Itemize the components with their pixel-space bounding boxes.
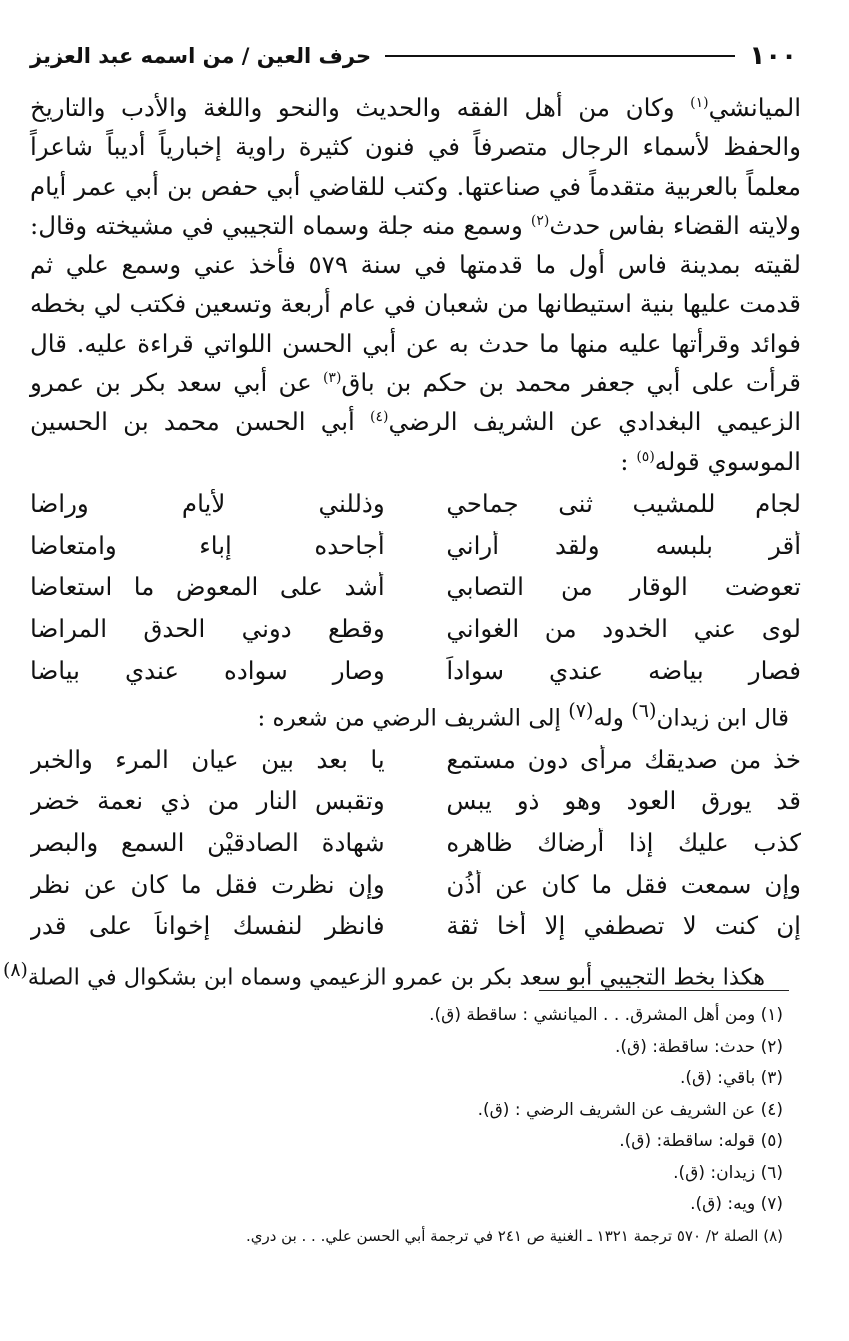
verse-second-hemistich: وتقبس النار من ذي نعمة خضر [30, 786, 385, 816]
footnote-separator [539, 990, 789, 991]
footnote-ref: (٦) [631, 698, 657, 722]
intro-text: إلى الشريف الرضي من شعره : [257, 705, 569, 732]
verse-first-hemistich: فصار بياضه عندي سواداً [446, 655, 801, 685]
footnote-ref: (٥) [636, 448, 655, 465]
verse-row [30, 863, 801, 905]
verse-second-hemistich: وذللني لأيام وراضا [30, 489, 385, 519]
footnote-ref: (٤) [370, 409, 389, 426]
footnote: (٢) حدث: ساقطة: (ق). [615, 1036, 783, 1057]
footnote-ref: (٨) [3, 959, 28, 981]
running-header [30, 38, 797, 74]
verse-first-hemistich: قد يورق العود وهو ذو يبس [446, 786, 801, 816]
verse-first-hemistich: لجام للمشيب ثنى جماحي [446, 489, 801, 519]
footnote: (٣) باقي: (ق). [679, 1068, 783, 1088]
verse-first-hemistich: لوى عني الخدود من الغواني [446, 614, 801, 644]
footnote-ref: (٣) [322, 369, 342, 386]
verse-first-hemistich: وإن سمعت فقل ما كان عن أذُن [446, 869, 801, 899]
verse-row [30, 525, 801, 567]
footnote-ref: (٢) [530, 212, 550, 229]
intro-text: قال ابن زيدان [656, 705, 789, 732]
footnote: (٥) قوله: ساقطة: (ق). [619, 1131, 783, 1151]
verse-second-hemistich: يا بعد بين عيان المرء والخبر [30, 744, 385, 774]
verse-row [30, 905, 801, 947]
paragraph-text: : [620, 446, 637, 476]
paragraph-text: وسمع منه جلة وسماه التجيبي في مشيخته وقال: لقيته بمدينة فاس أول ما قدمتها في سنة ٥٧٩ فأخذ عني وسمع علي ثم قدمت عليها بنية استيطانها من شعبان في عام أربعة وتسعين فكتب لي بخطه فوائد وقرأتها عليه منها ما حدث به عن أبي الحسن اللواتي قراءة عليه. قال قرأت على أبي جعفر محمد بن حكم بن باق [30, 210, 802, 398]
verse-row [30, 566, 801, 608]
verse-row [30, 483, 801, 525]
footnote-ref: (٧) [568, 698, 594, 722]
footnotes [40, 1000, 783, 1252]
header-rule [385, 55, 735, 57]
verse-first-hemistich: كذب عليك إذا أرضاك ظاهره [446, 828, 801, 858]
footnote-ref: (١) [690, 94, 709, 111]
verse-first-hemistich: تعوضت الوقار من التصابي [446, 572, 801, 602]
paragraph-text: الميانشي [708, 93, 801, 122]
verse-row [30, 649, 801, 691]
intro-text: وله [593, 705, 632, 732]
paragraph-text: أبي الحسن محمد بن الحسين الموسوي قوله [30, 407, 801, 476]
poem-1 [30, 483, 801, 691]
footnote: (٤) عن الشريف عن الشريف الرضي : (ق). [477, 1099, 783, 1120]
verse-first-hemistich: أقر بلبسه ولقد أراني [446, 530, 801, 560]
footnote: (٧) ويه: (ق). [690, 1194, 783, 1214]
verse-second-hemistich: شهادة الصادقيْن السمع والبصر [30, 828, 385, 858]
verse-row [30, 780, 801, 822]
verse-second-hemistich: وقطع دوني الحدق المراضا [30, 614, 385, 644]
closing-text: هكذا بخط التجيبي أبو سعد بكر بن عمرو الزعيمي وسماه ابن بشكوال في الصلة [27, 964, 765, 991]
verse-row [30, 608, 801, 650]
footnote: (١) ومن أهل المشرق. . . الميانشي : ساقطة (ق). [429, 1005, 783, 1025]
page-body [3, 88, 802, 995]
verse-second-hemistich: فانظر لنفسك إخواناً على قدر [30, 911, 385, 941]
paragraph-text: وكان من أهل الفقه والحديث والنحو واللغة والأدب والتاريخ والحفظ لأسماء الرجال متصرفاً في فنون كثيرة راوية إخبارياً أديباً شاعراً معلماً بالعربية متقدماً في صناعتها. وكتب للقاضي أبي حفص بن أبي عمر أيام ولايته القضاء بفاس حدث [30, 93, 801, 240]
paragraph-text: عن أبي سعد بكر بن عمرو الزعيمي البغدادي عن الشريف الرضي [30, 368, 802, 437]
verse-second-hemistich: أشد على المعوض ما استعاضا [30, 572, 385, 602]
verse-second-hemistich: أجاحده إباء وامتعاضا [30, 530, 385, 560]
closing-line [3, 953, 765, 996]
footnote: (٦) زيدان: (ق). [673, 1162, 783, 1183]
verse-row [30, 822, 801, 864]
running-title: حرف العين / من اسمه عبد العزيز [30, 44, 372, 68]
biography-paragraph [30, 88, 801, 481]
verse-row [30, 739, 801, 781]
page-number: ١٠٠ [749, 41, 797, 71]
verse-second-hemistich: وإن نظرت فقل ما كان عن نظر [30, 869, 385, 899]
footnote: (٨) الصلة ٢/ ٥٧٠ ترجمة ١٣٢١ ـ الغنية ص ٢٤١ في ترجمة أبي الحسن علي. . . بن دري. [245, 1226, 783, 1245]
verse-first-hemistich: خذ من صديقك مرأى دون مستمع [446, 744, 801, 774]
poem-2-intro [30, 693, 789, 737]
verse-first-hemistich: إن كنت لا تصطفي إلا أخا ثقة [446, 911, 801, 941]
poem-2 [30, 739, 801, 947]
verse-second-hemistich: وصار سواده عندي بياضا [30, 655, 385, 685]
